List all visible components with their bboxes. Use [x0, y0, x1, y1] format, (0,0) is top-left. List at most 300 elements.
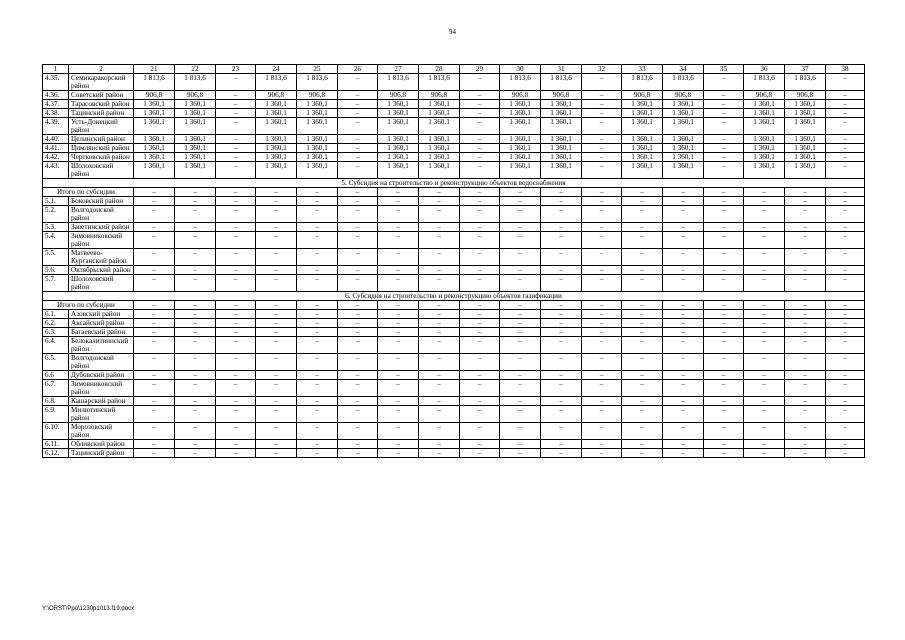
table-cell: 1 360,1 — [785, 135, 826, 144]
table-cell: – — [460, 91, 500, 100]
table-cell: – — [541, 371, 582, 380]
table-cell: 1 360,1 — [622, 109, 663, 118]
table-cell: – — [460, 144, 500, 153]
table-cell: – — [663, 197, 704, 206]
table-cell: – — [826, 328, 865, 337]
table-cell: – — [541, 249, 582, 266]
table-cell: 1 360,1 — [541, 118, 582, 135]
column-header: 36 — [744, 65, 785, 74]
table-cell: – — [500, 301, 541, 310]
table-cell: 1 360,1 — [175, 109, 216, 118]
table-cell: – — [622, 206, 663, 223]
table-cell: – — [704, 371, 744, 380]
table-cell: 1 360,1 — [541, 100, 582, 109]
table-row — [43, 449, 865, 458]
row-number: 5.3. — [43, 223, 69, 232]
table-cell: – — [216, 153, 256, 162]
table-cell: – — [134, 337, 175, 354]
table-cell: – — [256, 232, 297, 249]
table-cell: – — [297, 371, 338, 380]
table-cell: – — [297, 440, 338, 449]
table-cell: – — [826, 354, 865, 371]
table-cell: – — [338, 423, 378, 440]
table-cell: – — [541, 206, 582, 223]
table-cell: – — [419, 223, 460, 232]
table-cell: – — [460, 328, 500, 337]
table-row — [43, 162, 865, 179]
table-cell: – — [582, 449, 622, 458]
table-cell: – — [744, 423, 785, 440]
table-cell: 1 360,1 — [378, 162, 419, 179]
row-name: Зимовниковский район — [69, 232, 134, 249]
table-cell: – — [256, 371, 297, 380]
table-cell: – — [134, 440, 175, 449]
table-cell: – — [785, 275, 826, 292]
table-cell: – — [338, 100, 378, 109]
table-cell: – — [338, 153, 378, 162]
table-cell: – — [663, 223, 704, 232]
table-cell: – — [460, 380, 500, 397]
table-cell: – — [500, 397, 541, 406]
table-cell: – — [175, 337, 216, 354]
table-cell: – — [622, 310, 663, 319]
table-cell: – — [785, 319, 826, 328]
table-cell: – — [378, 397, 419, 406]
table-header-row — [43, 65, 865, 74]
table-cell: 1 813,6 — [419, 74, 460, 91]
table-cell: 1 813,6 — [378, 74, 419, 91]
row-name: Итого по субсидии — [43, 188, 134, 197]
table-cell: – — [826, 423, 865, 440]
table-cell: – — [216, 380, 256, 397]
table-cell: 1 360,1 — [744, 162, 785, 179]
table-cell: 1 360,1 — [378, 109, 419, 118]
table-row — [43, 423, 865, 440]
table-cell: – — [541, 440, 582, 449]
table-row — [43, 371, 865, 380]
subtotal-row — [43, 188, 865, 197]
table-cell: – — [297, 266, 338, 275]
table-cell: – — [785, 440, 826, 449]
table-cell: 1 360,1 — [419, 144, 460, 153]
table-cell: – — [216, 275, 256, 292]
table-cell: – — [704, 380, 744, 397]
table-cell: 1 813,6 — [541, 74, 582, 91]
table-cell: – — [419, 328, 460, 337]
table-cell: – — [338, 162, 378, 179]
table-cell: – — [460, 301, 500, 310]
table-cell: – — [582, 249, 622, 266]
table-cell: – — [582, 328, 622, 337]
table-cell: – — [216, 109, 256, 118]
table-cell: – — [216, 188, 256, 197]
table-row — [43, 118, 865, 135]
table-cell: – — [785, 337, 826, 354]
table-cell: – — [663, 232, 704, 249]
table-row — [43, 354, 865, 371]
table-cell: – — [256, 275, 297, 292]
table-cell: – — [785, 380, 826, 397]
table-cell: 1 360,1 — [419, 135, 460, 144]
row-name: Тацинский район — [69, 109, 134, 118]
table-cell: – — [582, 144, 622, 153]
column-header: 24 — [256, 65, 297, 74]
table-cell: – — [663, 380, 704, 397]
row-name: Шолоховский район — [69, 275, 134, 292]
table-cell: – — [744, 249, 785, 266]
table-cell: – — [175, 301, 216, 310]
table-cell: 1 360,1 — [500, 162, 541, 179]
row-number: 4.41. — [43, 144, 69, 153]
table-cell: 1 360,1 — [785, 100, 826, 109]
row-number: 4.38. — [43, 109, 69, 118]
table-cell: – — [134, 275, 175, 292]
table-cell: – — [256, 206, 297, 223]
table-cell: – — [500, 188, 541, 197]
row-name: Тарасовский район — [69, 100, 134, 109]
table-cell: 1 360,1 — [378, 144, 419, 153]
table-cell: 1 360,1 — [175, 162, 216, 179]
table-cell: – — [256, 310, 297, 319]
column-header: 37 — [785, 65, 826, 74]
table-cell: – — [256, 423, 297, 440]
table-cell: – — [134, 266, 175, 275]
table-cell: – — [582, 301, 622, 310]
table-cell: – — [622, 380, 663, 397]
table-cell: – — [785, 310, 826, 319]
column-header: 35 — [704, 65, 744, 74]
table-cell: – — [134, 423, 175, 440]
table-cell: – — [500, 406, 541, 423]
row-number: 6.8. — [43, 397, 69, 406]
table-cell: – — [134, 232, 175, 249]
table-cell: – — [541, 232, 582, 249]
table-cell: – — [216, 118, 256, 135]
table-cell: – — [378, 380, 419, 397]
section-title: 5. Субсидия на строительство и реконструкцию объектов водоснабжения — [43, 179, 865, 188]
table-cell: – — [704, 153, 744, 162]
table-cell: – — [785, 371, 826, 380]
table-cell: 1 360,1 — [541, 109, 582, 118]
table-cell: – — [826, 100, 865, 109]
table-cell: – — [419, 397, 460, 406]
table-cell: – — [582, 337, 622, 354]
table-cell: – — [826, 301, 865, 310]
document-file-path: Y:\ORST\Ppo\1230p1013.f19.docx — [42, 606, 135, 612]
table-cell: 1 360,1 — [663, 162, 704, 179]
table-cell: – — [216, 144, 256, 153]
row-number: 5.5. — [43, 249, 69, 266]
table-cell: – — [744, 197, 785, 206]
table-cell: – — [297, 310, 338, 319]
table-row — [43, 380, 865, 397]
table-cell: – — [419, 423, 460, 440]
table-cell: 1 360,1 — [622, 100, 663, 109]
table-cell: – — [704, 301, 744, 310]
table-cell: – — [297, 380, 338, 397]
table-cell: – — [134, 319, 175, 328]
table-cell: – — [826, 118, 865, 135]
table-cell: – — [134, 397, 175, 406]
table-cell: – — [338, 397, 378, 406]
table-cell: 1 813,6 — [175, 74, 216, 91]
table-cell: – — [460, 319, 500, 328]
row-number: 6.5. — [43, 354, 69, 371]
row-number: 6.3. — [43, 328, 69, 337]
table-cell: – — [622, 232, 663, 249]
row-number: 5.4. — [43, 232, 69, 249]
table-cell: – — [419, 249, 460, 266]
section-heading-row — [43, 179, 865, 188]
table-cell: – — [785, 406, 826, 423]
table-cell: – — [663, 449, 704, 458]
table-cell: – — [704, 188, 744, 197]
table-cell: – — [460, 206, 500, 223]
table-cell: – — [256, 406, 297, 423]
table-cell: 1 360,1 — [256, 144, 297, 153]
table-cell: – — [338, 135, 378, 144]
table-cell: – — [175, 397, 216, 406]
table-cell: – — [338, 328, 378, 337]
table-cell: – — [216, 135, 256, 144]
table-cell: – — [134, 206, 175, 223]
table-cell: – — [663, 328, 704, 337]
table-cell: – — [622, 354, 663, 371]
table-cell: – — [826, 380, 865, 397]
table-row — [43, 153, 865, 162]
table-cell: – — [460, 197, 500, 206]
table-cell: 1 360,1 — [297, 144, 338, 153]
table-cell: 1 360,1 — [378, 153, 419, 162]
table-row — [43, 100, 865, 109]
row-number: 4.39. — [43, 118, 69, 135]
table-cell: – — [582, 109, 622, 118]
table-cell: – — [419, 380, 460, 397]
column-header: 29 — [460, 65, 500, 74]
table-cell: – — [663, 188, 704, 197]
table-cell: – — [460, 118, 500, 135]
table-cell: – — [541, 423, 582, 440]
table-cell: – — [704, 249, 744, 266]
table-cell: – — [826, 206, 865, 223]
table-cell: – — [216, 162, 256, 179]
table-cell: – — [826, 188, 865, 197]
table-cell: – — [582, 440, 622, 449]
table-cell: 1 360,1 — [419, 118, 460, 135]
table-cell: – — [256, 328, 297, 337]
table-cell: – — [419, 406, 460, 423]
table-cell: – — [704, 406, 744, 423]
table-cell: – — [582, 100, 622, 109]
table-cell: – — [460, 337, 500, 354]
table-cell: – — [582, 206, 622, 223]
table-cell: – — [744, 406, 785, 423]
table-cell: – — [378, 249, 419, 266]
table-cell: – — [785, 206, 826, 223]
table-cell: – — [134, 249, 175, 266]
table-cell: – — [826, 109, 865, 118]
table-cell: – — [744, 301, 785, 310]
table-cell: – — [378, 232, 419, 249]
row-name: Багаевский район — [69, 328, 134, 337]
table-cell: 1 360,1 — [500, 100, 541, 109]
table-cell: – — [216, 100, 256, 109]
table-cell: 1 360,1 — [419, 162, 460, 179]
table-cell: – — [541, 328, 582, 337]
table-cell: 1 360,1 — [378, 100, 419, 109]
table-cell: – — [460, 74, 500, 91]
table-cell: – — [582, 188, 622, 197]
table-cell: 1 360,1 — [134, 118, 175, 135]
row-name: Кашарский район — [69, 397, 134, 406]
table-cell: – — [460, 406, 500, 423]
row-number: 4.42. — [43, 153, 69, 162]
row-name: Волгодонской район — [69, 354, 134, 371]
column-header: 23 — [216, 65, 256, 74]
table-cell: 906,8 — [134, 91, 175, 100]
table-cell: – — [378, 197, 419, 206]
table-cell: – — [378, 328, 419, 337]
table-cell: – — [134, 197, 175, 206]
table-cell: – — [460, 266, 500, 275]
table-cell: – — [460, 223, 500, 232]
table-cell: – — [338, 275, 378, 292]
table-cell: – — [216, 310, 256, 319]
table-cell: 1 360,1 — [622, 135, 663, 144]
table-cell: – — [256, 449, 297, 458]
table-cell: – — [460, 423, 500, 440]
table-cell: – — [826, 91, 865, 100]
table-cell: 1 360,1 — [256, 153, 297, 162]
table-cell: 1 360,1 — [500, 118, 541, 135]
table-cell: – — [134, 380, 175, 397]
table-cell: – — [338, 354, 378, 371]
table-cell: 1 360,1 — [663, 100, 704, 109]
row-number: 6.4. — [43, 337, 69, 354]
row-number: 5.1. — [43, 197, 69, 206]
table-cell: 1 360,1 — [256, 118, 297, 135]
table-cell: – — [826, 74, 865, 91]
table-cell: – — [744, 449, 785, 458]
table-cell: – — [704, 109, 744, 118]
table-row — [43, 74, 865, 91]
table-cell: – — [744, 397, 785, 406]
table-cell: – — [460, 162, 500, 179]
table-cell: – — [785, 301, 826, 310]
table-cell: 1 360,1 — [541, 162, 582, 179]
table-cell: – — [175, 406, 216, 423]
table-cell: – — [500, 380, 541, 397]
table-cell: – — [338, 319, 378, 328]
table-cell: – — [622, 223, 663, 232]
table-cell: – — [704, 440, 744, 449]
table-cell: 1 360,1 — [134, 109, 175, 118]
table-cell: – — [541, 275, 582, 292]
table-cell: – — [419, 449, 460, 458]
table-cell: – — [826, 232, 865, 249]
table-cell: 1 360,1 — [175, 100, 216, 109]
table-cell: – — [663, 397, 704, 406]
table-cell: – — [256, 397, 297, 406]
table-cell: – — [460, 232, 500, 249]
table-cell: 1 813,6 — [134, 74, 175, 91]
table-cell: 1 813,6 — [622, 74, 663, 91]
table-cell: – — [744, 319, 785, 328]
table-cell: – — [541, 301, 582, 310]
table-cell: – — [419, 232, 460, 249]
table-cell: – — [622, 328, 663, 337]
table-cell: – — [134, 449, 175, 458]
row-name: Матвеево-Курганский район — [69, 249, 134, 266]
table-cell: 1 360,1 — [744, 100, 785, 109]
row-name: Обливский район — [69, 440, 134, 449]
table-cell: – — [378, 354, 419, 371]
table-row — [43, 397, 865, 406]
table-cell: – — [785, 223, 826, 232]
table-cell: 1 360,1 — [541, 153, 582, 162]
table-cell: – — [134, 406, 175, 423]
table-cell: – — [216, 406, 256, 423]
table-cell: – — [500, 371, 541, 380]
table-cell: – — [541, 188, 582, 197]
table-cell: – — [582, 310, 622, 319]
table-cell: – — [704, 223, 744, 232]
table-cell: – — [378, 406, 419, 423]
column-header: 32 — [582, 65, 622, 74]
row-name: Усть-Донецкий район — [69, 118, 134, 135]
table-cell: – — [256, 319, 297, 328]
table-cell: – — [622, 319, 663, 328]
table-cell: – — [582, 266, 622, 275]
table-cell: – — [378, 223, 419, 232]
table-cell: – — [785, 449, 826, 458]
table-cell: – — [297, 397, 338, 406]
table-cell: – — [297, 223, 338, 232]
table-cell: – — [582, 135, 622, 144]
table-cell: – — [216, 449, 256, 458]
table-cell: – — [216, 337, 256, 354]
row-number: 4.43. — [43, 162, 69, 179]
table-cell: 1 360,1 — [744, 109, 785, 118]
row-name: Целинский район — [69, 135, 134, 144]
row-name: Белокалитвинский район — [69, 337, 134, 354]
table-cell: – — [419, 275, 460, 292]
table-cell: – — [175, 197, 216, 206]
table-cell: – — [338, 449, 378, 458]
table-cell: 1 360,1 — [297, 153, 338, 162]
table-cell: – — [297, 275, 338, 292]
table-cell: – — [378, 371, 419, 380]
row-name: Морозовский район — [69, 423, 134, 440]
table-cell: – — [582, 162, 622, 179]
table-cell: – — [582, 380, 622, 397]
table-cell: – — [826, 337, 865, 354]
table-cell: 1 360,1 — [663, 109, 704, 118]
row-number: 6.10. — [43, 423, 69, 440]
table-cell: – — [378, 449, 419, 458]
table-cell: – — [338, 371, 378, 380]
table-row — [43, 310, 865, 319]
table-cell: – — [216, 328, 256, 337]
table-cell: 1 360,1 — [744, 144, 785, 153]
table-cell: – — [338, 440, 378, 449]
table-cell: 1 360,1 — [134, 144, 175, 153]
table-cell: – — [826, 449, 865, 458]
table-cell: – — [216, 206, 256, 223]
table-cell: – — [338, 118, 378, 135]
table-cell: – — [785, 266, 826, 275]
table-cell: – — [134, 371, 175, 380]
